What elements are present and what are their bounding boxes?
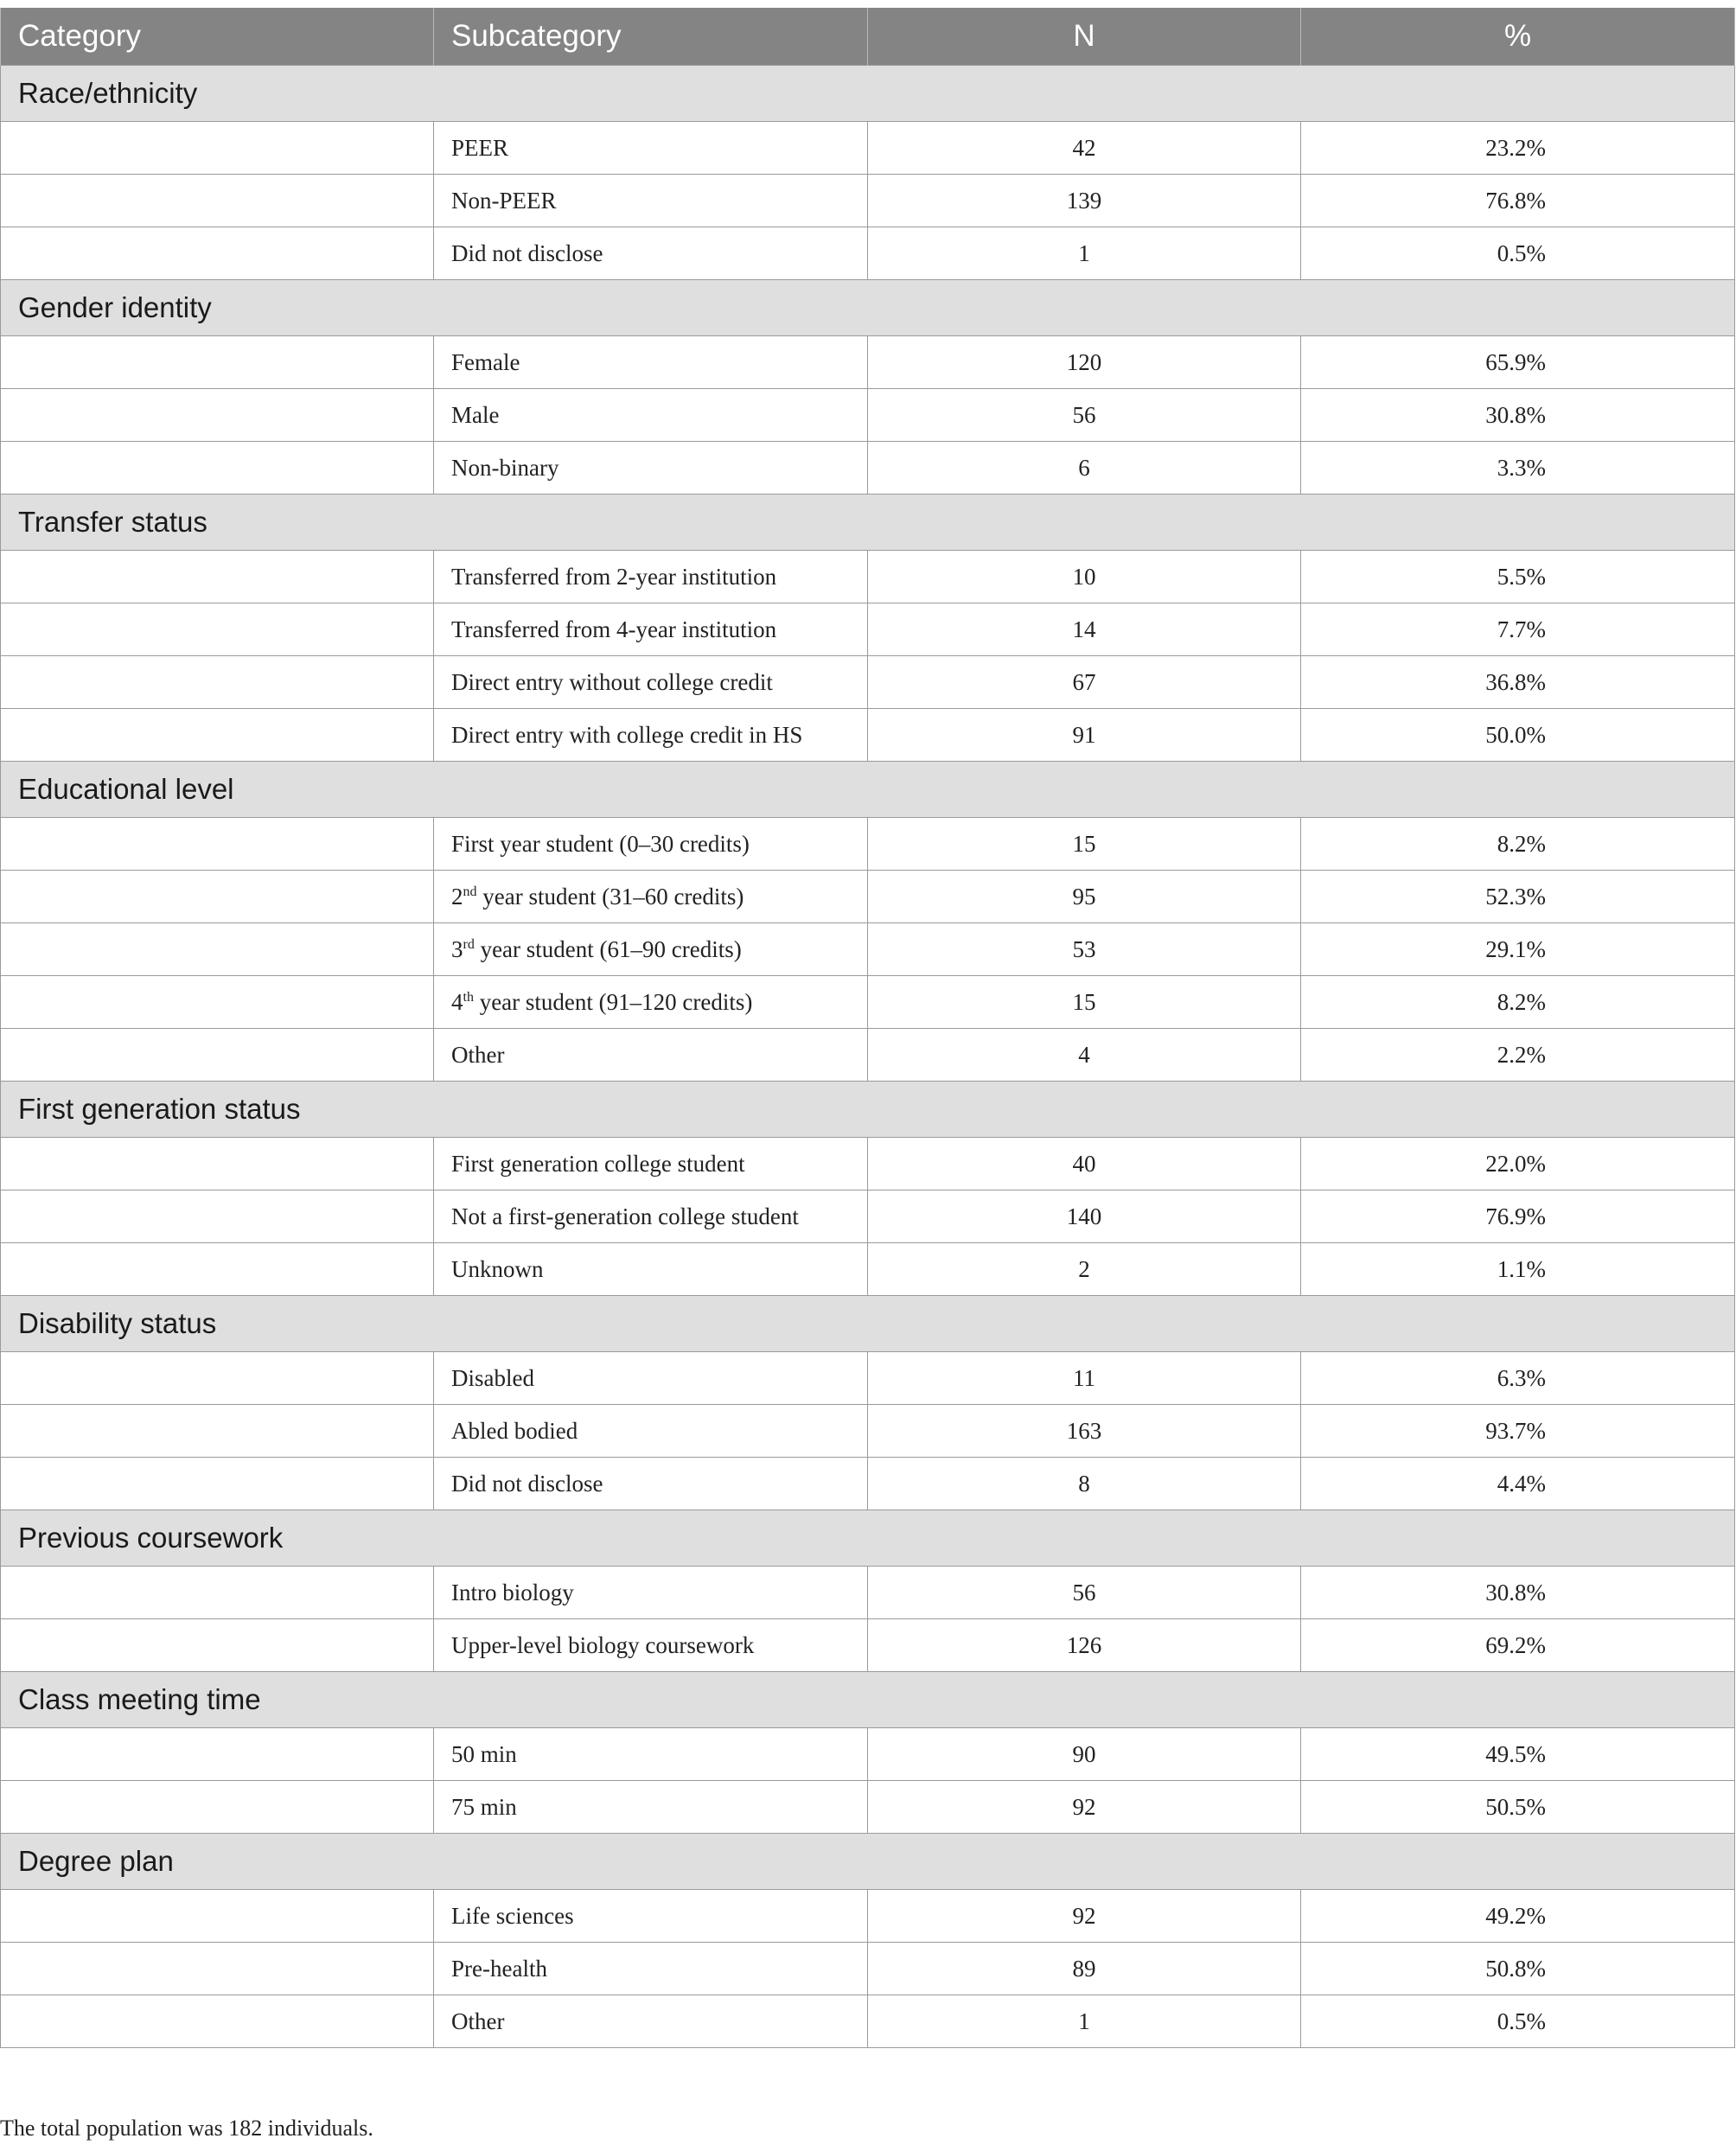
category-label: Disability status [1, 1296, 1735, 1352]
category-row [1, 1296, 1735, 1352]
table-row [1, 1458, 1735, 1510]
percent-cell: 7.7% [1301, 603, 1735, 656]
count-cell: 1 [868, 227, 1301, 280]
percent-cell: 52.3% [1301, 871, 1735, 923]
percent-cell: 2.2% [1301, 1029, 1735, 1082]
category-row [1, 495, 1735, 551]
subcategory-cell: PEER [434, 122, 868, 175]
table-row [1, 976, 1735, 1029]
table-row [1, 1405, 1735, 1458]
category-cell [1, 227, 434, 280]
table-row [1, 1728, 1735, 1781]
subcategory-cell [434, 871, 868, 923]
percent-cell: 1.1% [1301, 1243, 1735, 1296]
category-label: Class meeting time [1, 1672, 1735, 1728]
percent-cell: 49.2% [1301, 1890, 1735, 1943]
percent-cell: 29.1% [1301, 923, 1735, 976]
ordinal-number: 3 [451, 935, 463, 962]
count-cell: 4 [868, 1029, 1301, 1082]
ordinal-number: 4 [451, 988, 463, 1015]
category-cell [1, 1352, 434, 1405]
category-cell [1, 1458, 434, 1510]
subcategory-cell: 50 min [434, 1728, 868, 1781]
category-cell [1, 1619, 434, 1672]
count-cell: 139 [868, 175, 1301, 227]
table-row [1, 551, 1735, 603]
subcategory-cell: First year student (0–30 credits) [434, 818, 868, 871]
count-cell: 120 [868, 336, 1301, 389]
percent-cell: 50.0% [1301, 709, 1735, 762]
category-row [1, 1834, 1735, 1890]
category-cell [1, 1943, 434, 1995]
category-cell [1, 603, 434, 656]
count-cell: 126 [868, 1619, 1301, 1672]
subcategory-cell: Did not disclose [434, 227, 868, 280]
table-row [1, 122, 1735, 175]
subcategory-cell: Did not disclose [434, 1458, 868, 1510]
percent-cell: 4.4% [1301, 1458, 1735, 1510]
table-row [1, 1029, 1735, 1082]
subcategory-cell: First generation college student [434, 1138, 868, 1190]
table-row [1, 656, 1735, 709]
category-cell [1, 122, 434, 175]
ordinal-number: 2 [451, 883, 463, 910]
category-cell [1, 1243, 434, 1296]
percent-cell: 93.7% [1301, 1405, 1735, 1458]
count-cell: 56 [868, 389, 1301, 442]
ordinal-suffix: nd [463, 884, 477, 899]
count-cell: 8 [868, 1458, 1301, 1510]
percent-cell: 0.5% [1301, 1995, 1735, 2048]
category-cell [1, 1029, 434, 1082]
count-cell: 163 [868, 1405, 1301, 1458]
percent-cell: 36.8% [1301, 656, 1735, 709]
subcategory-cell: Other [434, 1029, 868, 1082]
percent-cell: 76.9% [1301, 1190, 1735, 1243]
table-row [1, 389, 1735, 442]
category-row [1, 762, 1735, 818]
category-row [1, 1510, 1735, 1567]
subcategory-cell: Other [434, 1995, 868, 2048]
percent-cell: 50.5% [1301, 1781, 1735, 1834]
table-row [1, 1781, 1735, 1834]
subcategory-label: year student (31–60 credits) [476, 883, 744, 910]
subcategory-cell: Disabled [434, 1352, 868, 1405]
percent-cell: 5.5% [1301, 551, 1735, 603]
subcategory-cell: Upper-level biology coursework [434, 1619, 868, 1672]
subcategory-cell [434, 976, 868, 1029]
category-cell [1, 336, 434, 389]
count-cell: 1 [868, 1995, 1301, 2048]
category-row [1, 1672, 1735, 1728]
category-label: Race/ethnicity [1, 66, 1735, 122]
table-row [1, 442, 1735, 495]
count-cell: 89 [868, 1943, 1301, 1995]
table-row [1, 1943, 1735, 1995]
table-row [1, 1995, 1735, 2048]
count-cell: 6 [868, 442, 1301, 495]
category-label: Previous coursework [1, 1510, 1735, 1567]
category-cell [1, 1728, 434, 1781]
percent-cell: 30.8% [1301, 389, 1735, 442]
subcategory-cell: Not a first-generation college student [434, 1190, 868, 1243]
subcategory-cell: Direct entry without college credit [434, 656, 868, 709]
subcategory-cell: Non-PEER [434, 175, 868, 227]
category-cell [1, 656, 434, 709]
percent-cell: 30.8% [1301, 1567, 1735, 1619]
percent-cell: 65.9% [1301, 336, 1735, 389]
count-cell: 2 [868, 1243, 1301, 1296]
category-row [1, 280, 1735, 336]
count-cell: 67 [868, 656, 1301, 709]
category-cell [1, 1138, 434, 1190]
ordinal-suffix: th [463, 989, 474, 1005]
category-cell [1, 1190, 434, 1243]
category-cell [1, 1781, 434, 1834]
count-cell: 92 [868, 1890, 1301, 1943]
percent-cell: 23.2% [1301, 122, 1735, 175]
count-cell: 15 [868, 818, 1301, 871]
table-row [1, 1138, 1735, 1190]
table-row [1, 336, 1735, 389]
category-cell [1, 1995, 434, 2048]
count-cell: 95 [868, 871, 1301, 923]
count-cell: 14 [868, 603, 1301, 656]
count-cell: 53 [868, 923, 1301, 976]
percent-cell: 3.3% [1301, 442, 1735, 495]
table-row [1, 1567, 1735, 1619]
table-row [1, 1190, 1735, 1243]
header-subcategory: Subcategory [434, 8, 868, 66]
count-cell: 15 [868, 976, 1301, 1029]
header-percent: % [1301, 8, 1735, 66]
category-cell [1, 709, 434, 762]
count-cell: 11 [868, 1352, 1301, 1405]
table-row [1, 175, 1735, 227]
table-row [1, 603, 1735, 656]
table-row [1, 871, 1735, 923]
category-label: Degree plan [1, 1834, 1735, 1890]
table-footnote: The total population was 182 individuals. [0, 2116, 373, 2141]
percent-cell: 8.2% [1301, 818, 1735, 871]
count-cell: 90 [868, 1728, 1301, 1781]
category-label: First generation status [1, 1082, 1735, 1138]
category-cell [1, 1890, 434, 1943]
subcategory-cell: Transferred from 4-year institution [434, 603, 868, 656]
table-row [1, 709, 1735, 762]
category-label: Transfer status [1, 495, 1735, 551]
table-row [1, 923, 1735, 976]
category-cell [1, 818, 434, 871]
table-body [1, 66, 1735, 2048]
category-cell [1, 175, 434, 227]
category-row [1, 66, 1735, 122]
table-row [1, 1619, 1735, 1672]
percent-cell: 76.8% [1301, 175, 1735, 227]
subcategory-cell: Male [434, 389, 868, 442]
percent-cell: 6.3% [1301, 1352, 1735, 1405]
subcategory-cell: Unknown [434, 1243, 868, 1296]
table-row [1, 1243, 1735, 1296]
category-cell [1, 976, 434, 1029]
count-cell: 10 [868, 551, 1301, 603]
percent-cell: 50.8% [1301, 1943, 1735, 1995]
subcategory-cell: Transferred from 2-year institution [434, 551, 868, 603]
percent-cell: 49.5% [1301, 1728, 1735, 1781]
header-n: N [868, 8, 1301, 66]
table-row [1, 227, 1735, 280]
count-cell: 40 [868, 1138, 1301, 1190]
subcategory-cell: Female [434, 336, 868, 389]
table-row [1, 818, 1735, 871]
category-cell [1, 871, 434, 923]
percent-cell: 22.0% [1301, 1138, 1735, 1190]
category-cell [1, 1567, 434, 1619]
count-cell: 42 [868, 122, 1301, 175]
percent-cell: 8.2% [1301, 976, 1735, 1029]
subcategory-label: year student (91–120 credits) [473, 988, 753, 1015]
count-cell: 92 [868, 1781, 1301, 1834]
count-cell: 56 [868, 1567, 1301, 1619]
demographics-table [0, 8, 1735, 2048]
category-cell [1, 1405, 434, 1458]
header-category: Category [1, 8, 434, 66]
subcategory-label: year student (61–90 credits) [474, 935, 742, 962]
subcategory-cell [434, 923, 868, 976]
subcategory-cell: 75 min [434, 1781, 868, 1834]
ordinal-suffix: rd [463, 936, 475, 952]
category-cell [1, 551, 434, 603]
category-row [1, 1082, 1735, 1138]
category-cell [1, 442, 434, 495]
subcategory-cell: Direct entry with college credit in HS [434, 709, 868, 762]
subcategory-cell: Pre-health [434, 1943, 868, 1995]
header-row [1, 8, 1735, 66]
table-row [1, 1890, 1735, 1943]
subcategory-cell: Life sciences [434, 1890, 868, 1943]
count-cell: 91 [868, 709, 1301, 762]
category-cell [1, 923, 434, 976]
subcategory-cell: Intro biology [434, 1567, 868, 1619]
percent-cell: 0.5% [1301, 227, 1735, 280]
percent-cell: 69.2% [1301, 1619, 1735, 1672]
table-row [1, 1352, 1735, 1405]
category-label: Educational level [1, 762, 1735, 818]
subcategory-cell: Non-binary [434, 442, 868, 495]
category-cell [1, 389, 434, 442]
table-header [1, 8, 1735, 66]
subcategory-cell: Abled bodied [434, 1405, 868, 1458]
category-label: Gender identity [1, 280, 1735, 336]
count-cell: 140 [868, 1190, 1301, 1243]
